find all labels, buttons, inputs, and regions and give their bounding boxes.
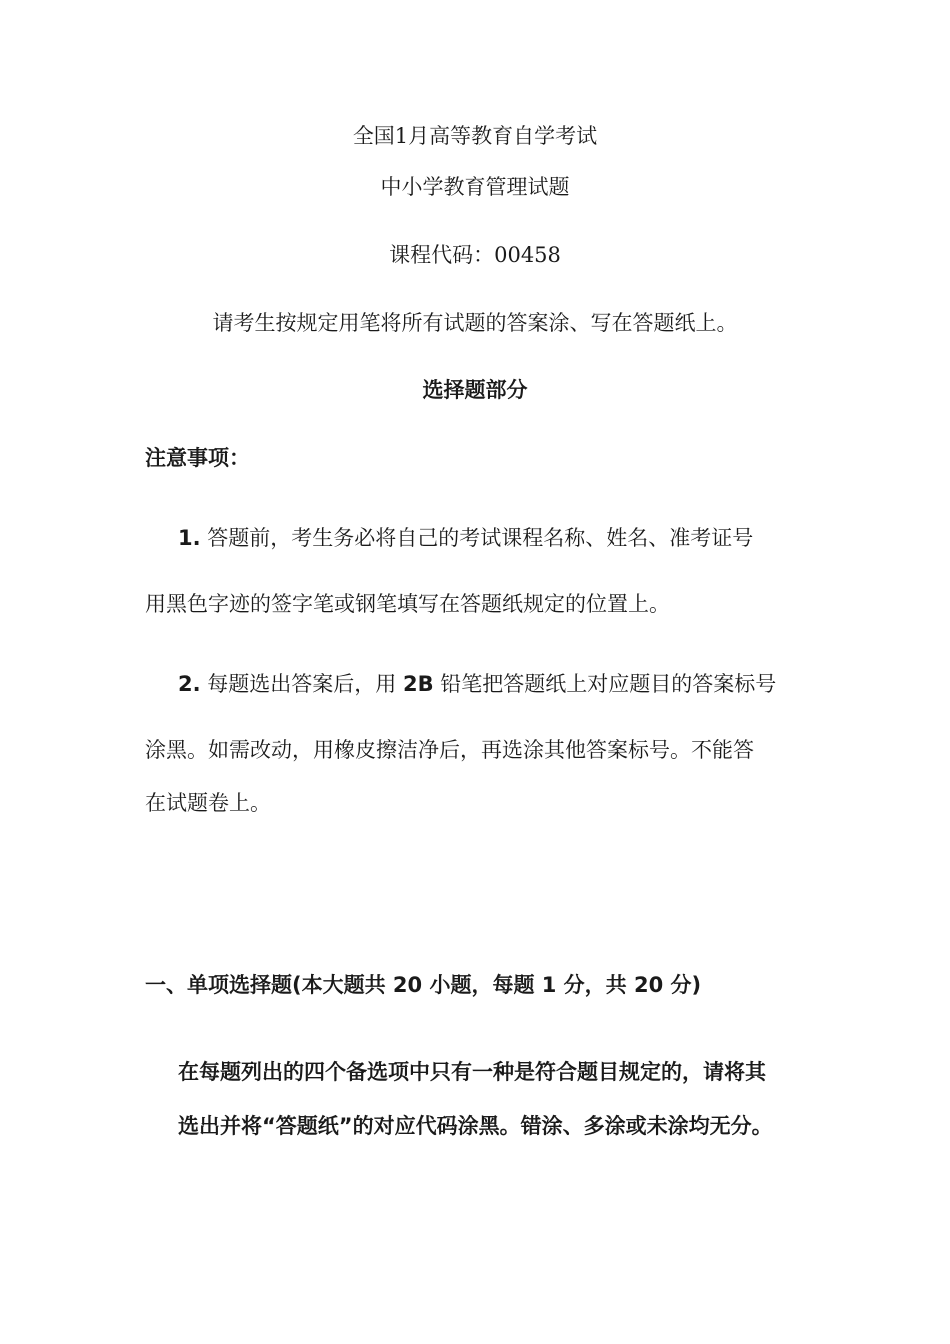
part1-desc-line-2: 选出并将“答题纸”的对应代码涂黑。错涂、多涂或未涂均无分。 <box>178 1114 773 1138</box>
exam-title: 全国1月高等教育自学考试 <box>352 124 598 148</box>
note-1-number: 1. <box>178 526 201 550</box>
exam-instruction: 请考生按规定用笔将所有试题的答案涂、写在答题纸上。 <box>212 311 738 335</box>
note-2-text-a: 每题选出答案后，用 <box>207 672 397 696</box>
note-1-line-1 <box>178 523 753 553</box>
note-2-line-3: 在试题卷上。 <box>145 791 271 815</box>
part1-desc-line-1: 在每题列出的四个备选项中只有一种是符合题目规定的，请将其 <box>178 1060 766 1084</box>
note-1-line-2: 用黑色字迹的签字笔或钢笔填写在答题纸规定的位置上。 <box>145 592 670 616</box>
note-2-text-b: 铅笔把答题纸上对应题目的答案标号 <box>440 672 777 696</box>
note-2-line-1 <box>178 669 776 699</box>
section-heading: 选择题部分 <box>422 378 528 402</box>
note-2-line-2: 涂黑。如需改动，用橡皮擦洁净后，再选涂其他答案标号。不能答 <box>145 738 754 762</box>
exam-subject: 中小学教育管理试题 <box>380 175 570 199</box>
notes-heading: 注意事项： <box>145 446 250 470</box>
part1-heading: 一、单项选择题(本大题共 20 小题，每题 1 分，共 20 分) <box>145 973 702 997</box>
course-code: 课程代码：00458 <box>389 243 561 267</box>
note-2-pencil-grade: 2B <box>402 672 434 696</box>
note-1-text: 答题前，考生务必将自己的考试课程名称、姓名、准考证号 <box>207 526 754 550</box>
note-2-number: 2. <box>178 672 201 696</box>
